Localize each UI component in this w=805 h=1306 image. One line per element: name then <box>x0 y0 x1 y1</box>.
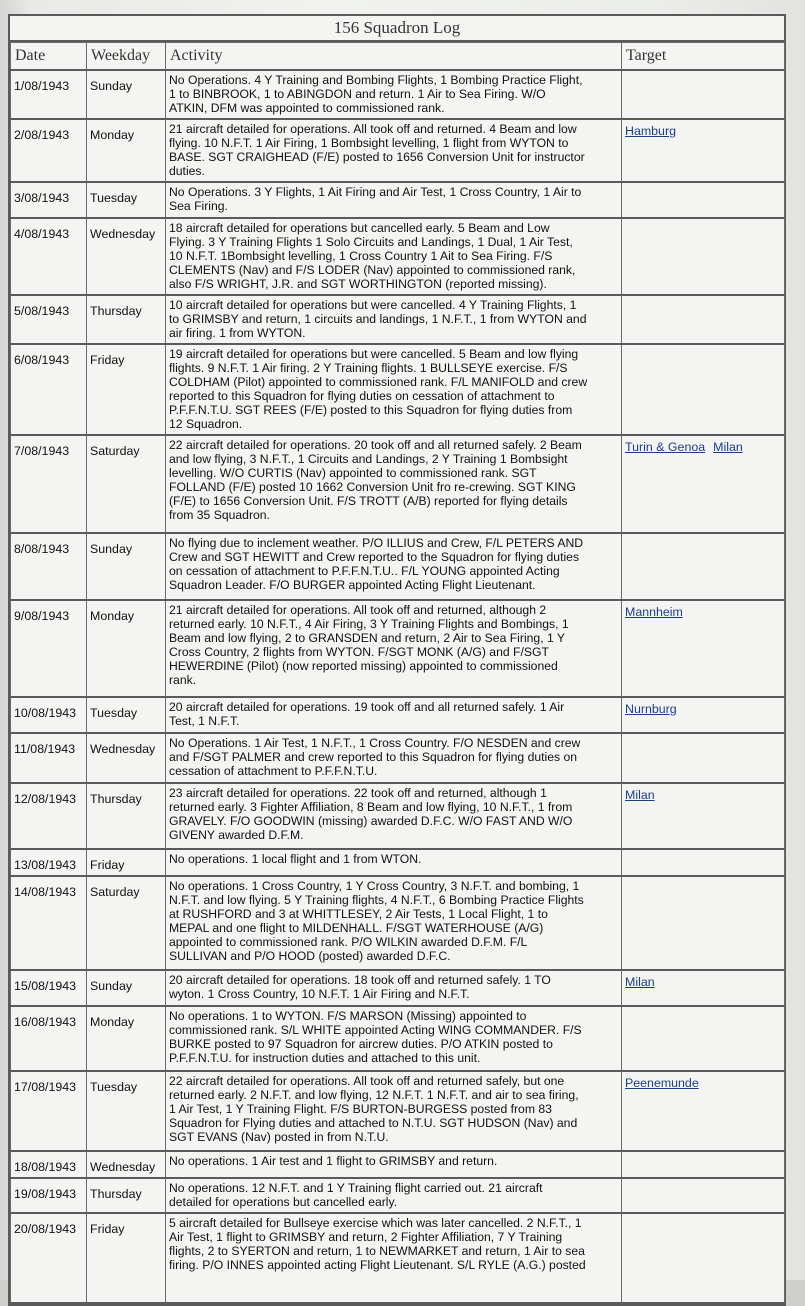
cell-activity: 22 aircraft detailed for operations. 20 took off and all returned safely. 2 Beam and low flying, 3 N.F.T., 1 Circuits and Landings, 2 Y Training 1 Bombsight levelling. W/O CURTIS (Nav) appointed to commissioned rank. SGT FOLLAND (F/E) posted 10 1662 Conversion Unit fro re-crewing. SGT KING (F/E) to 1656 Conversion Unit. F/S TROTT (A/B) reported for flying details from 35 Squadron. <box>166 435 622 533</box>
cell-target <box>622 533 785 600</box>
cell-date: 11/08/1943 <box>11 733 87 783</box>
cell-date: 7/08/1943 <box>11 435 87 533</box>
cell-date: 4/08/1943 <box>11 218 87 295</box>
table-row <box>11 533 785 600</box>
table-row <box>11 1006 785 1071</box>
target-link[interactable]: Milan <box>625 788 655 802</box>
cell-date: 20/08/1943 <box>11 1213 87 1303</box>
cell-target <box>622 849 785 876</box>
cell-target <box>622 733 785 783</box>
cell-activity: No operations. 1 to WYTON. F/S MARSON (Missing) appointed to commissioned rank. S/L WHITE appointed Acting WING COMMANDER. F/S BURKE posted to 97 Squadron for aircrew duties. P/O ATKIN posted to P.F.F.N.T.U. for instruction duties and attached to this unit. <box>166 1006 622 1071</box>
cell-date: 16/08/1943 <box>11 1006 87 1071</box>
target-link[interactable]: Mannheim <box>625 605 683 619</box>
cell-weekday: Monday <box>87 600 166 697</box>
target-link[interactable]: Peenemunde <box>625 1076 699 1090</box>
table-row <box>11 697 785 733</box>
cell-date: 6/08/1943 <box>11 344 87 435</box>
cell-weekday: Friday <box>87 344 166 435</box>
table-row <box>11 119 785 182</box>
target-link[interactable]: Milan <box>625 975 655 989</box>
target-link[interactable]: Turin & Genoa <box>625 440 706 454</box>
table-row <box>11 218 785 295</box>
table-row <box>11 295 785 344</box>
table-row <box>11 435 785 533</box>
cell-weekday: Tuesday <box>87 182 166 218</box>
cell-activity: 18 aircraft detailed for operations but cancelled early. 5 Beam and Low Flying. 3 Y Training Flights 1 Solo Circuits and Landings, 1 Dual, 1 Air Test, 10 N.F.T. 1Bombsight levelling, 1 Cross Country 1 Ait to Sea Firing. F/S CLEMENTS (Nav) and F/S LODER (Nav) appointed to commissioned rank, also F/S WRIGHT, J.R. and SGT WORTHINGTON (reported missing). <box>166 218 622 295</box>
cell-target <box>622 970 785 1006</box>
header-date: Date <box>11 43 87 71</box>
cell-date: 17/08/1943 <box>11 1071 87 1151</box>
cell-target <box>622 1151 785 1178</box>
cell-target <box>622 119 785 182</box>
table-row <box>11 970 785 1006</box>
cell-weekday: Saturday <box>87 435 166 533</box>
cell-target <box>622 1071 785 1151</box>
cell-date: 8/08/1943 <box>11 533 87 600</box>
cell-target <box>622 218 785 295</box>
cell-date: 15/08/1943 <box>11 970 87 1006</box>
table-row <box>11 876 785 970</box>
cell-activity: No operations. 1 Air test and 1 flight to GRIMSBY and return. <box>166 1151 622 1178</box>
table-row <box>11 1213 785 1303</box>
cell-weekday: Wednesday <box>87 1151 166 1178</box>
cell-weekday: Tuesday <box>87 697 166 733</box>
cell-activity: 21 aircraft detailed for operations. All took off and returned, although 2 returned early. 10 N.F.T., 4 Air Firing, 3 Y Training Flights and Bombings, 1 Beam and low flying, 2 to GRANSDEN and return, 2 Air to Sea Firing, 1 Y Cross Country, 2 flights from WYTON. F/SGT MONK (A/G) and F/SGT HEWERDINE (Pilot) (now reported missing) appointed to commissioned rank. <box>166 600 622 697</box>
cell-date: 10/08/1943 <box>11 697 87 733</box>
header-weekday: Weekday <box>87 43 166 71</box>
table-row <box>11 182 785 218</box>
cell-weekday: Thursday <box>87 783 166 849</box>
table-row <box>11 1071 785 1151</box>
table-row <box>11 600 785 697</box>
cell-activity: No Operations. 4 Y Training and Bombing Flights, 1 Bombing Practice Flight, 1 to BINBROOK, 1 to ABINGDON and return. 1 Air to Sea Firing. W/O ATKIN, DFM was appointed to commissioned rank. <box>166 70 622 119</box>
cell-date: 3/08/1943 <box>11 182 87 218</box>
cell-date: 14/08/1943 <box>11 876 87 970</box>
cell-activity: 19 aircraft detailed for operations but were cancelled. 5 Beam and low flying flights. 9 N.F.T. 1 Air firing. 2 Y Training flights. 1 BULLSEYE exercise. F/S COLDHAM (Pilot) appointed to commissioned rank. F/L MANIFOLD and crew reported to this Squadron for flying duties on cessation of attachment to P.F.F.N.T.U. SGT REES (F/E) posted to this Squadron for flying duties from 12 Squadron. <box>166 344 622 435</box>
cell-activity: 23 aircraft detailed for operations. 22 took off and returned, although 1 returned early. 3 Fighter Affiliation, 8 Beam and low flying, 10 N.F.T., 1 from GRAVELY. F/O GOODWIN (missing) awarded D.F.C. W/O FAST AND W/O GIVENY awarded D.F.M. <box>166 783 622 849</box>
cell-date: 9/08/1943 <box>11 600 87 697</box>
header-target: Target <box>622 43 785 71</box>
cell-activity: 5 aircraft detailed for Bullseye exercise which was later cancelled. 2 N.F.T., 1 Air Test, 1 flight to GRIMSBY and return, 2 Fighter Affiliation, 7 Y Training flights, 2 to SYERTON and return, 1 to NEWMARKET and return, 1 Air to sea firing. P/O INNES appointed acting Flight Lieutenant. S/L RYLE (A.G.) posted <box>166 1213 622 1303</box>
cell-weekday: Monday <box>87 1006 166 1071</box>
table-row <box>11 1178 785 1213</box>
cell-weekday: Friday <box>87 1213 166 1303</box>
cell-activity: 21 aircraft detailed for operations. All took off and returned. 4 Beam and low flying. 10 N.F.T. 1 Air Firing, 1 Bombsight levelling, 1 flight from WYTON to BASE. SGT CRAIGHEAD (F/E) posted to 1656 Conversion Unit for instructor duties. <box>166 119 622 182</box>
cell-activity: No Operations. 1 Air Test, 1 N.F.T., 1 Cross Country. F/O NESDEN and crew and F/SGT PALMER and crew reported to this Squadron for flying duties on cessation of attachment to P.F.F.N.T.U. <box>166 733 622 783</box>
cell-target <box>622 70 785 119</box>
cell-weekday: Thursday <box>87 295 166 344</box>
table-row <box>11 849 785 876</box>
cell-target <box>622 1213 785 1303</box>
table-row <box>11 1151 785 1178</box>
cell-activity: No flying due to inclement weather. P/O ILLIUS and Crew, F/L PETERS AND Crew and SGT HEWITT and Crew reported to the Squadron for flying duties on cessation of attachment to P.F.F.N.T.U.. F/L YOUNG appointed Acting Squadron Leader. F/O BURGER appointed Acting Flight Lieutenant. <box>166 533 622 600</box>
cell-activity: 10 aircraft detailed for operations but were cancelled. 4 Y Training Flights, 1 to GRIMSBY and return, 1 circuits and landings, 1 N.F.T., 1 from WYTON and air firing. 1 from WYTON. <box>166 295 622 344</box>
cell-date: 18/08/1943 <box>11 1151 87 1178</box>
cell-weekday: Sunday <box>87 533 166 600</box>
cell-activity: No Operations. 3 Y Flights, 1 Ait Firing and Air Test, 1 Cross Country, 1 Air to Sea Firing. <box>166 182 622 218</box>
cell-target <box>622 1178 785 1213</box>
cell-activity: No operations. 12 N.F.T. and 1 Y Training flight carried out. 21 aircraft detailed for operations but cancelled early. <box>166 1178 622 1213</box>
cell-activity: 20 aircraft detailed for operations. 19 took off and all returned safely. 1 Air Test, 1 N.F.T. <box>166 697 622 733</box>
cell-weekday: Friday <box>87 849 166 876</box>
cell-target <box>622 1006 785 1071</box>
target-link[interactable]: Milan <box>713 440 743 454</box>
cell-activity: 20 aircraft detailed for operations. 18 took off and returned safely. 1 TO wyton. 1 Cross Country, 10 N.F.T. 1 Air Firing and N.F.T. <box>166 970 622 1006</box>
cell-date: 19/08/1943 <box>11 1178 87 1213</box>
log-body <box>11 70 785 1303</box>
cell-weekday: Tuesday <box>87 1071 166 1151</box>
cell-weekday: Wednesday <box>87 218 166 295</box>
header-row <box>11 43 785 71</box>
log-title: 156 Squadron Log <box>10 16 784 42</box>
table-row <box>11 70 785 119</box>
cell-date: 12/08/1943 <box>11 783 87 849</box>
table-row <box>11 783 785 849</box>
cell-weekday: Sunday <box>87 970 166 1006</box>
cell-target <box>622 182 785 218</box>
squadron-log-table <box>8 14 786 1306</box>
cell-target <box>622 876 785 970</box>
cell-target <box>622 435 785 533</box>
cell-date: 13/08/1943 <box>11 849 87 876</box>
cell-date: 2/08/1943 <box>11 119 87 182</box>
cell-weekday: Sunday <box>87 70 166 119</box>
cell-target <box>622 783 785 849</box>
cell-target <box>622 600 785 697</box>
cell-date: 1/08/1943 <box>11 70 87 119</box>
target-link[interactable]: Nurnburg <box>625 702 677 716</box>
cell-target <box>622 295 785 344</box>
cell-weekday: Thursday <box>87 1178 166 1213</box>
cell-activity: No operations. 1 Cross Country, 1 Y Cross Country, 3 N.F.T. and bombing, 1 N.F.T. and low flying. 5 Y Training flights, 4 N.F.T., 6 Bombing Practice Flights at RUSHFORD and 3 at WHITTLESEY, 2 Air Tests, 1 Local Flight, 1 to MEPAL and one flight to MILDENHALL. F/SGT WATERHOUSE (A/G) appointed to commissioned rank. P/O WILKIN awarded D.F.M. F/L SULLIVAN and P/O HOOD (posted) awarded D.F.C. <box>166 876 622 970</box>
cell-weekday: Saturday <box>87 876 166 970</box>
cell-activity: 22 aircraft detailed for operations. All took off and returned safely, but one returned early. 2 N.F.T. and low flying, 12 N.F.T. 1 N.F.T. and air to sea firing, 1 Air Test, 1 Y Training Flight. F/S BURTON-BURGESS posted from 83 Squadron for Flying duties and attached to N.T.U. SGT HUDSON (Nav) and SGT EVANS (Nav) posted in from N.T.U. <box>166 1071 622 1151</box>
header-activity: Activity <box>166 43 622 71</box>
cell-date: 5/08/1943 <box>11 295 87 344</box>
log-grid <box>10 42 785 1304</box>
table-row <box>11 344 785 435</box>
cell-activity: No operations. 1 local flight and 1 from WTON. <box>166 849 622 876</box>
cell-weekday: Wednesday <box>87 733 166 783</box>
cell-target <box>622 344 785 435</box>
cell-target <box>622 697 785 733</box>
cell-weekday: Monday <box>87 119 166 182</box>
target-link[interactable]: Hamburg <box>625 124 676 138</box>
table-row <box>11 733 785 783</box>
